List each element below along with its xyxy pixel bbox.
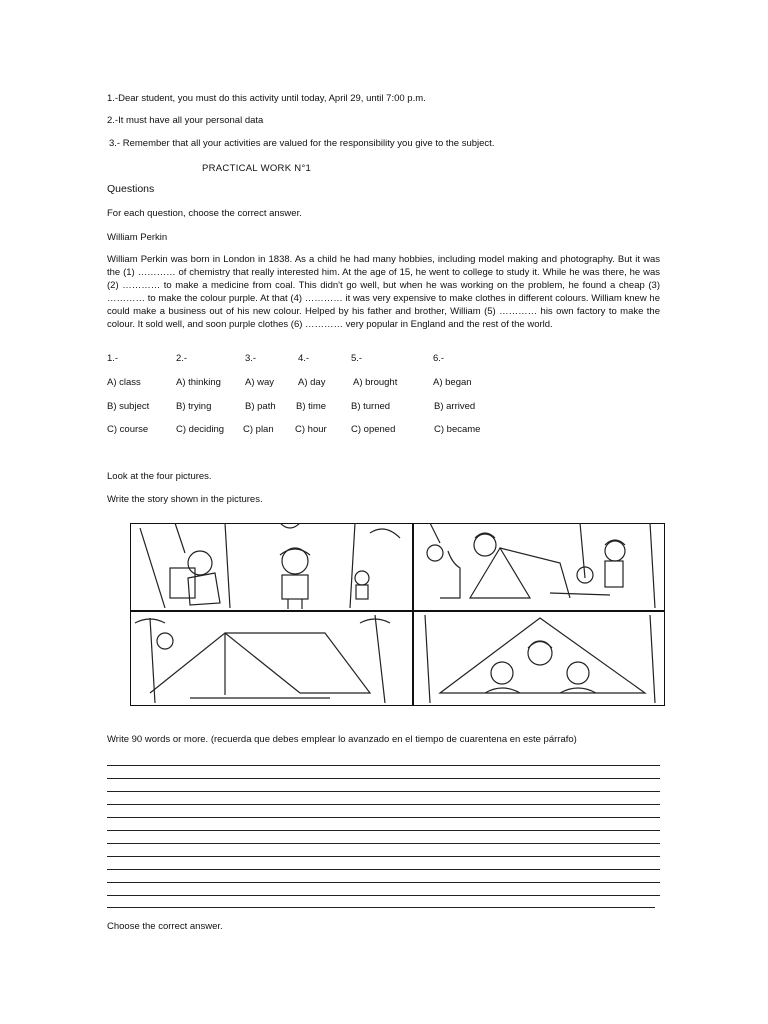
option-a: A) brought [353, 377, 398, 388]
reading-title: William Perkin [107, 232, 168, 243]
choose-instruction: For each question, choose the correct answer. [107, 208, 302, 219]
writing-line[interactable] [107, 895, 660, 896]
story-pictures [130, 523, 665, 706]
page-title: PRACTICAL WORK N°1 [202, 163, 312, 174]
questions-heading: Questions [107, 183, 155, 195]
writing-line[interactable] [107, 830, 660, 831]
option-a: A) way [245, 377, 275, 388]
writing-line[interactable] [107, 869, 660, 870]
option-a: A) class [107, 377, 141, 388]
option-c: C) deciding [176, 424, 225, 435]
option-b: B) arrived [434, 401, 476, 412]
writing-line[interactable] [107, 817, 660, 818]
writing-line[interactable] [107, 791, 660, 792]
option-b: B) subject [107, 401, 150, 412]
writing-line[interactable] [107, 856, 660, 857]
write-words-instruction: Write 90 words or more. (recuerda que debes emplear lo avanzado en el tiempo de cuarentena en este párrafo) [107, 734, 577, 745]
write-story-instruction: Write the story shown in the pictures. [107, 494, 263, 505]
writing-line[interactable] [107, 804, 660, 805]
option-c: C) opened [351, 424, 396, 435]
writing-line[interactable] [107, 765, 660, 766]
option-b: B) turned [351, 401, 391, 412]
option-number: 4.- [298, 353, 310, 364]
option-a: A) thinking [176, 377, 221, 388]
writing-line[interactable] [107, 843, 660, 844]
instruction-3: 3.- Remember that all your activities are valued for the responsibility you give to the subject. [109, 138, 495, 149]
instruction-1: 1.-Dear student, you must do this activity until today, April 29, until 7:00 p.m. [107, 93, 426, 104]
option-c: C) plan [243, 424, 274, 435]
option-b: B) path [245, 401, 276, 412]
writing-line[interactable] [107, 907, 655, 908]
option-c: C) hour [295, 424, 327, 435]
option-c: C) course [107, 424, 149, 435]
option-number: 5.- [351, 353, 363, 364]
instruction-2: 2.-It must have all your personal data [107, 115, 264, 126]
final-instruction: Choose the correct answer. [107, 921, 223, 932]
reading-text: William Perkin was born in London in 1838. As a child he had many hobbies, including model making and photography. But it was the (1) ………… of chemistry that really interested him. At the age of 15, he went to college to study it. While he was there, he was (2) ………… to make a medicine from coal. This didn't go well, but when he was working on the problem, he found a cheap (3) ………… to make the colour purple. At that (4) ………… it was very expensive to make clothes in different colours. William knew he could make a business out of his new colour. Helped by his father and brother, William (5) ………… his own factory to make the colour. It sold well, and soon purple clothes (6) ………… very popular in England and the rest of the world. [107, 254, 660, 330]
option-b: B) time [296, 401, 327, 412]
writing-line[interactable] [107, 778, 660, 779]
look-instruction: Look at the four pictures. [107, 471, 212, 482]
option-number: 1.- [107, 353, 119, 364]
option-number: 3.- [245, 353, 257, 364]
option-b: B) trying [176, 401, 212, 412]
option-number: 2.- [176, 353, 188, 364]
option-number: 6.- [433, 353, 445, 364]
option-a: A) began [433, 377, 472, 388]
option-c: C) became [434, 424, 481, 435]
option-a: A) day [298, 377, 326, 388]
writing-line[interactable] [107, 882, 660, 883]
